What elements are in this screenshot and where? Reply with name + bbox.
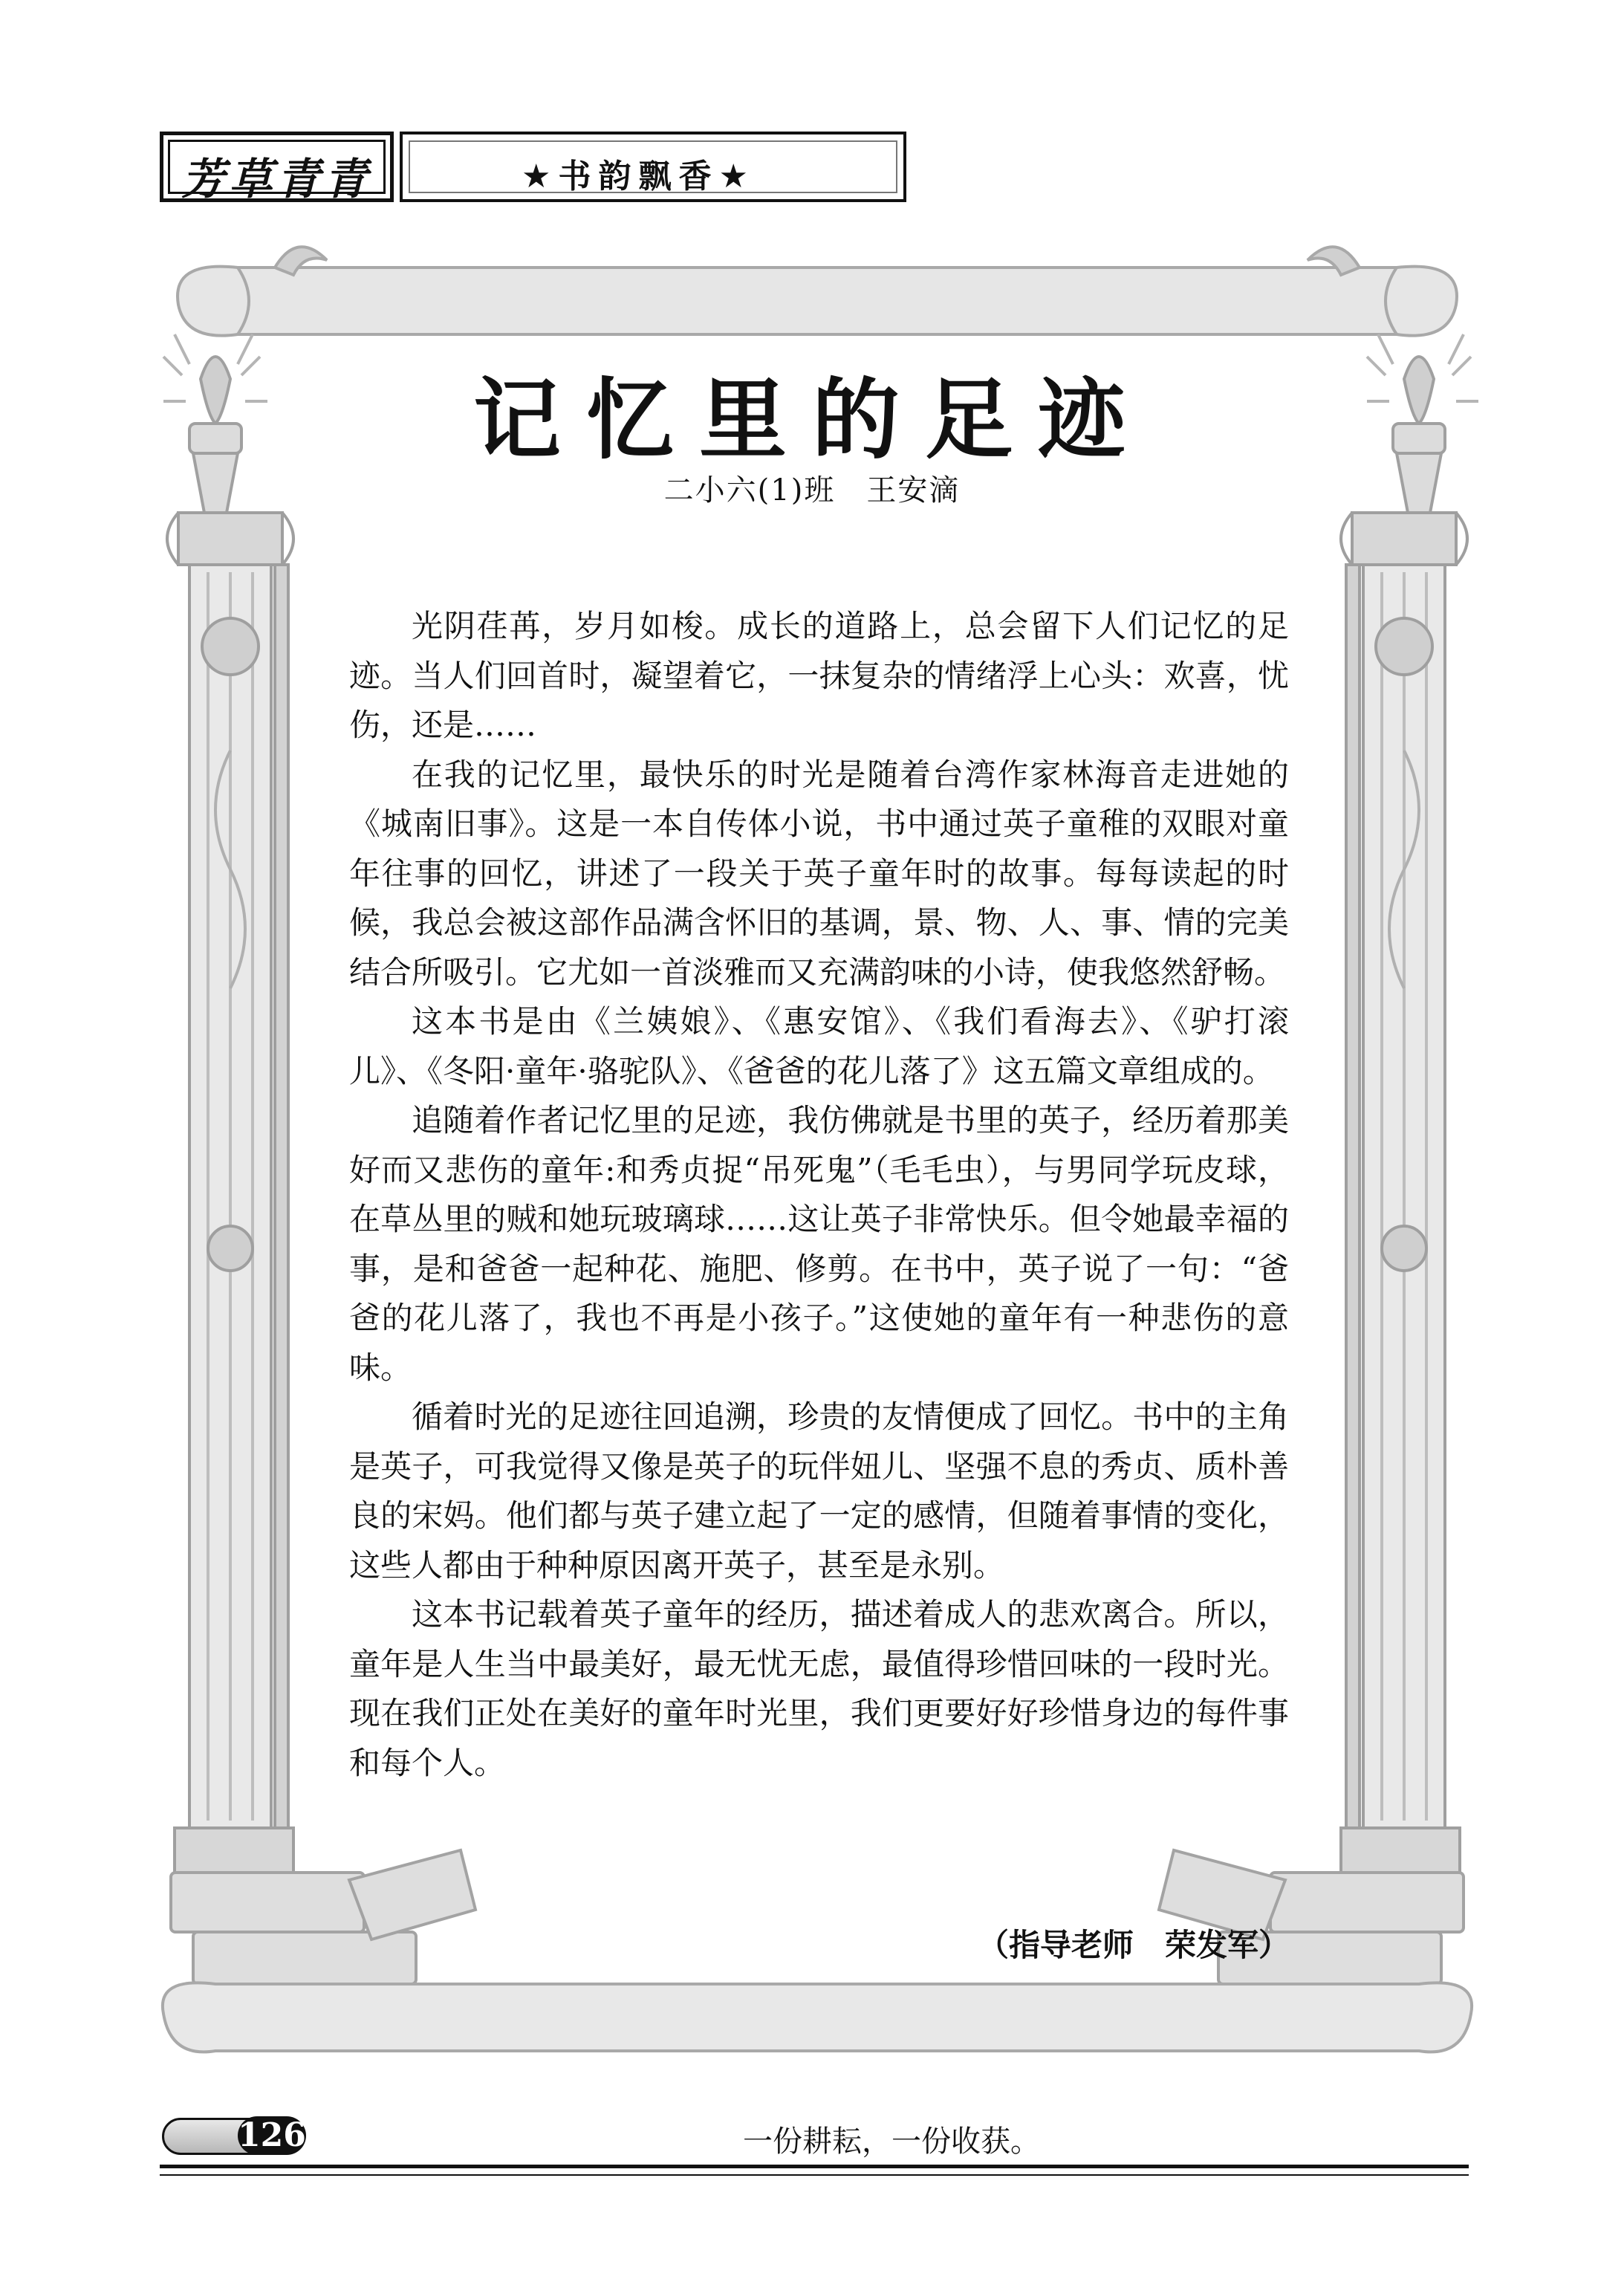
footer-rule-thick (160, 2165, 1469, 2168)
teacher-credit: （指导老师 荣发军） (977, 1927, 1290, 1963)
top-scroll-banner (178, 267, 1457, 336)
paragraph: 这本书是由《兰姨娘》、《惠安馆》、《我们看海去》、《驴打滚儿》、《冬阳·童年·骆驼队》、《爸爸的花儿落了》这五篇文章组成的。 (349, 1003, 1289, 1089)
footer-rule-thin (160, 2174, 1469, 2176)
paragraph: 追随着作者记忆里的足迹，我仿佛就是书里的英子，经历着那美好而又悲伤的童年:和秀贞捉“吊死鬼”（毛毛虫），与男同学玩皮球，在草丛里的贼和她玩玻璃球……这让英子非常快乐。但令她最幸福的事，是和爸爸一起种花、施肥、修剪。在书中，英子说了一句：“爸爸的花儿落了，我也不再是小孩子。”这使她的童年有一种悲伤的意味。 (349, 1102, 1289, 1386)
article-title: 记忆里的足迹 (472, 368, 1151, 471)
column-right (1341, 513, 1467, 1873)
column-left (167, 513, 293, 1873)
column-label-box (400, 132, 906, 202)
column-label: ★书韵飘香★ (522, 158, 756, 195)
footer-motto: 一份耕耘，一份收获。 (743, 2124, 1040, 2159)
paragraph: 在我的记忆里，最快乐的时光是随着台湾作家林海音走进她的《城南旧事》。这是一本自传体小说，书中通过英子童稚的双眼对童年往事的回忆，讲述了一段关于英子童年时的故事。每每读起的时候，我总会被这部作品满含怀旧的基调，景、物、人、事、情的完美结合所吸引。它尤如一首淡雅而又充满韵味的小诗，使我悠然舒畅。 (349, 756, 1289, 991)
article-byline: 二小六(1)班 王安滴 (663, 473, 961, 508)
paragraph: 光阴荏苒，岁月如梭。成长的道路上，总会留下人们记忆的足迹。当人们回首时，凝望着它，一抹复杂的情绪浮上心头：欢喜，忧伤，还是…… (349, 608, 1289, 743)
page-number: 126 (238, 2116, 306, 2154)
section-label-box (160, 132, 394, 202)
paragraph: 循着时光的足迹往回追溯，珍贵的友情便成了回忆。书中的主角是英子，可我觉得又像是英子的玩伴妞儿、坚强不息的秀贞、质朴善良的宋妈。他们都与英子建立起了一定的感情，但随着事情的变化，这些人都由于种种原因离开英子，甚至是永别。 (349, 1398, 1289, 1584)
section-label: 芳草青青 (181, 154, 372, 204)
bottom-scroll-banner (163, 1983, 1472, 2052)
paragraph: 这本书记载着英子童年的经历，描述着成人的悲欢离合。所以，童年是人生当中最美好，最无忧无虑，最值得珍惜回味的一段时光。现在我们正处在美好的童年时光里，我们更要好好珍惜身边的每件事和每个人。 (349, 1596, 1289, 1781)
article-body (349, 602, 1289, 1788)
